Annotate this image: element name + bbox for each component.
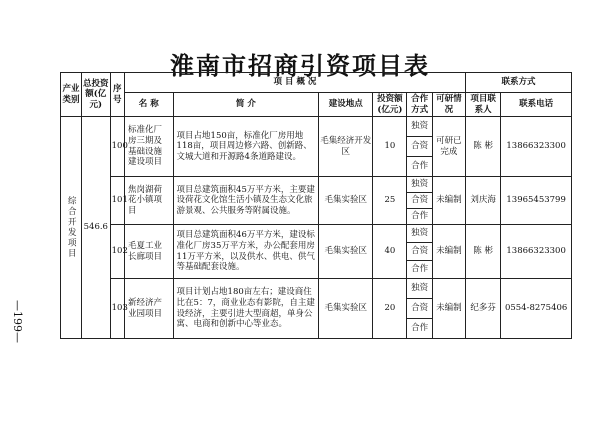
page-number: —199— [11,300,24,343]
project-name: 焦岗湖荷花小镇项目 [124,177,173,225]
project-intro: 项目计划占地180亩左右；建设商住比在5：7，商业业态有影院，自主建设经济，主要引进大型商超，单身公寓、电商和创新中心等业态。 [173,279,319,339]
contact-person: 纪多芬 [465,279,500,339]
project-location: 毛集经济开发区 [319,117,373,177]
coop-option: 独资 [407,117,432,137]
coop-option: 合资 [407,193,432,209]
contact-person: 刘庆海 [465,177,500,225]
coop-option: 独资 [407,225,432,243]
header-phone: 联系电话 [501,93,572,117]
header-study: 可研情况 [432,93,465,117]
project-location: 毛集实验区 [319,279,373,339]
project-invest: 40 [373,225,407,279]
project-table [60,72,572,339]
project-invest: 20 [373,279,407,339]
header-person: 项目联系人 [465,93,500,117]
header-industry: 产业类别 [61,73,82,117]
page-title: 淮南市招商引资项目表 [170,51,430,80]
seq-cell: 100 [110,117,124,177]
project-intro: 项目总建筑面积46万平方米，建设标准化厂房35万平方米，办公配套用房11万平方米，以及供水、供电、供气等基础配套设施。 [173,225,319,279]
contact-phone: 13965453799 [501,177,572,225]
coop-option: 合资 [407,243,432,261]
coop-option: 合资 [407,137,432,157]
contact-phone: 13866323300 [501,225,572,279]
header-name: 名 称 [124,93,173,117]
header-location: 建设地点 [319,93,373,117]
total-invest-cell: 546.6 [81,117,110,339]
study-status: 未编制 [432,279,465,339]
coop-option: 独资 [407,279,432,299]
coop-option: 合资 [407,299,432,319]
project-name: 标准化厂房三期及基础设施建设项目 [124,117,173,177]
header-coop: 合作方式 [407,93,432,117]
project-invest: 10 [373,117,407,177]
seq-cell: 102 [110,225,124,279]
seq-cell: 101 [110,177,124,225]
header-contact: 联系方式 [465,73,571,93]
project-location: 毛集实验区 [319,225,373,279]
coop-option: 合作 [407,209,432,225]
coop-option: 合作 [407,157,432,177]
industry-cell [61,117,82,339]
project-invest: 25 [373,177,407,225]
coop-option: 独资 [407,177,432,193]
contact-phone: 0554-8275406 [501,279,572,339]
project-intro: 项目占地150亩，标准化厂房用地118亩，项目周边修六路、创新路、文城大道和开源路4条道路建设。 [173,117,319,177]
study-status: 可研已完成 [432,117,465,177]
study-status: 未编制 [432,177,465,225]
coop-option: 合作 [407,261,432,279]
seq-cell: 103 [110,279,124,339]
industry-label: 综合开发项目 [66,196,77,259]
header-invest: 投资额(亿元) [373,93,407,117]
project-location: 毛集实验区 [319,177,373,225]
study-status: 未编制 [432,225,465,279]
contact-person: 陈 彬 [465,225,500,279]
project-name: 新经济产业园项目 [124,279,173,339]
header-overview: 项 目 概 况 [124,73,465,93]
project-intro: 项目总建筑面积45万平方米，主要建设荷花文化馆生活小镇及生态文化旅游景观、公共服务等附属设施。 [173,177,319,225]
header-total-invest: 总投资额(亿元) [81,73,110,117]
project-name: 毛夏工业长廊项目 [124,225,173,279]
header-seq: 序号 [110,73,124,117]
coop-option: 合作 [407,319,432,339]
header-intro: 简 介 [173,93,319,117]
contact-phone: 13866323300 [501,117,572,177]
contact-person: 陈 彬 [465,117,500,177]
